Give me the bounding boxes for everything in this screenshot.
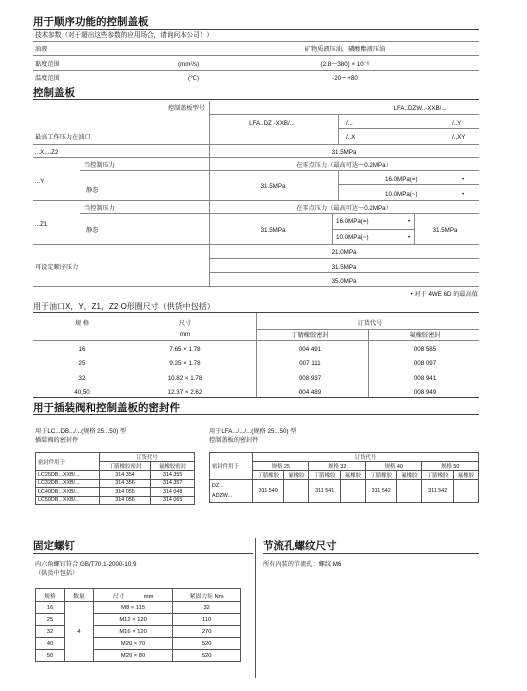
section-title-screws: 固定螺钉: [33, 540, 75, 552]
settable-21: 21.0MPa: [331, 249, 357, 256]
param-fluid-label: 油液: [35, 46, 48, 53]
right-code-empty: [340, 480, 365, 503]
divider: [33, 55, 479, 56]
left-caption-2: 插装阀的密封件: [35, 437, 79, 444]
left-h-fkm: 氟橡胶密封: [151, 462, 195, 471]
model-sub-b: /..Y: [452, 120, 462, 127]
oring-size: 40,50: [74, 389, 90, 396]
right-h-for: 密封件用于: [210, 453, 253, 480]
left-nbr: 314 055: [99, 488, 150, 497]
table-vline: [368, 329, 369, 397]
oring-fkm: 008 941: [413, 375, 437, 382]
oring-h-dim: 尺寸: [178, 320, 192, 327]
right-h-size: 规格 50: [422, 462, 479, 471]
oring-dim: 9.25 × 1.78: [169, 360, 201, 367]
z1-value-10: 10.0MPa(~): [336, 234, 369, 241]
screw-desc-2: （供货中包括）: [35, 570, 79, 577]
left-fkm: 314 048: [151, 488, 195, 497]
screw-size: 16: [36, 602, 65, 614]
right-h-fkm: 氟橡胶: [397, 471, 422, 480]
screw-dim: M20 × 80: [93, 650, 172, 662]
oring-nbr: 007 111: [299, 360, 321, 367]
section-rule: [33, 99, 479, 100]
port-y: ...Y: [35, 178, 45, 185]
table-line: [33, 397, 479, 398]
table-line: [33, 244, 479, 245]
oring-h-size: 规 格: [74, 320, 90, 327]
table-line: [338, 128, 479, 129]
oring-h-fkm: 氟橡胶密封: [409, 332, 441, 339]
left-nbr: 314 356: [99, 479, 150, 488]
y-value-16: 16.0MPa(=): [385, 176, 418, 183]
screw-dim: M12 × 120: [93, 614, 172, 626]
right-h-fkm: 氟橡胶: [453, 471, 478, 480]
right-types: [210, 480, 253, 503]
screw-dim: M8 × 115: [93, 602, 172, 614]
z1-star-1: •: [408, 218, 411, 225]
right-h-nbr: 丁腈橡胶: [365, 471, 396, 480]
screw-torque: 110: [173, 614, 241, 626]
left-nbr: 314 354: [99, 471, 150, 480]
model-col-2: LFA..DZW..-XXB/...: [393, 105, 447, 112]
left-type: LC32DB...XXB/...: [36, 479, 100, 488]
screw-dim: M16 × 120: [93, 626, 172, 638]
y-static-value: 31.5MPa: [260, 183, 286, 190]
oring-dim: 10.82 × 1.78: [167, 375, 203, 382]
oring-size: 25: [78, 360, 86, 367]
oring-fkm: 008 585: [413, 346, 437, 353]
param-temp-label: 温度范围: [35, 75, 60, 82]
oring-fkm: 008 949: [413, 389, 437, 396]
section-title-seals: 用于插装阀和控制盖板的密封件: [33, 402, 180, 414]
screw-dim: M20 × 70: [93, 638, 172, 650]
left-nbr: 314 056: [99, 496, 150, 505]
left-caption-1: 用于LC...DB.../...(规格 25...50) 型: [35, 428, 127, 435]
left-fkm: 314 357: [151, 479, 195, 488]
cartridge-seal-table: [35, 452, 195, 505]
table-vline: [338, 170, 339, 200]
section-title-oring: 用于油口X，Y，Z1，Z2 O形圈尺寸（供货中包括）: [33, 302, 215, 311]
table-line: [338, 184, 479, 185]
right-h-fkm: 氟橡胶: [284, 471, 309, 480]
table-line: [209, 258, 479, 259]
table-vline: [338, 114, 339, 144]
z1-ctrl-label: 当控制压力: [84, 205, 115, 212]
oring-nbr: 004 489: [298, 389, 322, 396]
table-line: [33, 144, 479, 145]
z1-value-16: 16.0MPa(=): [336, 218, 369, 225]
y-static-label: 静态: [86, 187, 99, 194]
oring-size: 32: [78, 375, 86, 382]
table-line: [332, 229, 414, 230]
right-code: 311 541: [309, 480, 340, 503]
screw-size: 50: [36, 650, 65, 662]
screw-table: [35, 588, 241, 662]
z1-right-value: 31.5MPa: [432, 227, 458, 234]
oring-h-mm: mm: [179, 331, 191, 338]
table-line: [33, 157, 479, 158]
screw-torque: 32: [173, 602, 241, 614]
section-title-orifice: 节流孔螺纹尺寸: [263, 540, 337, 552]
left-fkm: 314 355: [151, 471, 195, 480]
z1-zero-point: 在零点压力（最高可达～0.2MPa）: [296, 205, 392, 212]
param-viscosity-value: (2.8～380) × 10⁻⁶: [320, 61, 370, 68]
oring-h-order: 订货代号: [357, 320, 383, 327]
left-h-order: 订货代号: [99, 453, 194, 462]
settable-35: 35.0MPa: [331, 278, 357, 285]
screw-desc-1: 内六角螺钉符合 GB/T70.1-2000-10.9: [35, 561, 137, 568]
settable-pressure-label: 可设定顺序压力: [35, 264, 79, 271]
settable-315: 31.5MPa: [331, 264, 357, 271]
param-viscosity-label: 黏度范围: [35, 61, 60, 68]
screw-size: 32: [36, 626, 65, 638]
screw-torque: 270: [173, 626, 241, 638]
oring-dim: 12.37 × 2.62: [167, 389, 203, 396]
param-viscosity-unit: (mm²/s): [178, 61, 200, 68]
table-vline: [256, 313, 257, 397]
table-line: [209, 114, 479, 115]
right-h-nbr: 丁腈橡胶: [309, 471, 340, 480]
screw-size: 25: [36, 614, 65, 626]
right-code: 311 542: [422, 480, 453, 503]
table-line: [80, 213, 479, 214]
oring-fkm: 008 097: [413, 360, 437, 367]
column-divider: [255, 538, 256, 678]
screw-h-mm: mm: [143, 593, 154, 600]
screw-torque: 520: [173, 650, 241, 662]
screw-h-dim-label: 尺寸: [112, 593, 125, 600]
model-sub-c: /..X: [346, 134, 356, 141]
table-line: [209, 272, 479, 273]
model-sub-a: /...: [346, 120, 353, 127]
z1-star-2: •: [408, 234, 411, 241]
orifice-desc: 所有内装的节流孔：螺纹 M6: [263, 561, 342, 568]
oring-h-nbr: 丁腈橡胶密封: [291, 332, 329, 339]
divider: [33, 70, 479, 71]
y-zero-point: 在零点压力（最高可达～0.2MPa）: [296, 162, 392, 169]
section-rule: [33, 553, 253, 554]
y-star-2: •: [462, 191, 465, 198]
screw-h-dim: [93, 589, 172, 602]
right-code: 311 540: [253, 480, 284, 503]
oring-nbr: 004 491: [298, 346, 322, 353]
left-h-nbr: 丁腈橡胶密封: [99, 462, 150, 471]
header-max-pressure: 最高工作压力在油口: [35, 134, 91, 141]
port-x-z2-value: 31.5MPa: [331, 149, 357, 156]
left-type: LC40DB...XXB/...: [36, 488, 100, 497]
right-h-size: 规格 32: [309, 462, 365, 471]
screw-size: 40: [36, 638, 65, 650]
right-h-order: 订货代号: [253, 453, 479, 462]
footnote-4we6d: • 对于 4WE 6D 的最高值: [410, 291, 478, 298]
oring-nbr: 008 937: [298, 375, 322, 382]
right-code-empty: [284, 480, 309, 503]
type-adzw: ADZW...: [212, 493, 233, 499]
param-fluid-value: 矿物质液压油，磷酸酯液压油: [304, 46, 386, 53]
table-line: [33, 286, 479, 287]
y-ctrl-label: 当控制压力: [84, 162, 115, 169]
param-temp-unit: (℃): [188, 75, 200, 82]
section-title-control-cover: 控制盖板: [33, 87, 75, 99]
section-rule: [33, 414, 479, 415]
screw-h-qty: 数量: [64, 589, 93, 602]
section-rule: [263, 553, 479, 554]
right-h-fkm: 氟橡胶: [340, 471, 365, 480]
table-line: [80, 170, 479, 171]
right-caption-1: 用于LFA.../.../...(规格 25...50) 型: [209, 428, 297, 435]
right-h-size: 规格 40: [365, 462, 421, 471]
model-sub-d: /..XY: [452, 134, 466, 141]
left-fkm: 314 065: [151, 496, 195, 505]
table-vline: [414, 213, 415, 244]
left-type: LC50DB...XXB/...: [36, 496, 100, 505]
table-line: [33, 200, 479, 201]
left-type: LC25DB...XXB/...: [36, 471, 100, 480]
z1-static-label: 静态: [86, 227, 99, 234]
tech-params-subtitle: 技术参数（对于超出这些参数的应用场合，请询问本公司！）: [35, 32, 214, 39]
section-rule: [33, 29, 479, 30]
right-code-empty: [397, 480, 422, 503]
port-z1: ...Z1: [35, 221, 48, 228]
section-title-sequence-function: 用于顺序功能的控制盖板: [33, 16, 149, 28]
right-code-empty: [453, 480, 478, 503]
header-model: 控制盖板型号: [167, 105, 205, 112]
screw-h-torque: 紧固力矩 Nm: [173, 589, 241, 602]
right-caption-2: 控制盖板的密封件: [209, 437, 259, 444]
right-h-nbr: 丁腈橡胶: [253, 471, 284, 480]
y-value-10: 10.0MPa(~): [385, 191, 418, 198]
type-dz: DZ...: [212, 483, 224, 489]
z1-static-value: 31.5MPa: [260, 227, 286, 234]
oring-dim: 7.65 × 1.78: [169, 346, 201, 353]
left-h-for: 密封件用于: [36, 453, 100, 471]
port-x-z2: ...X,...Z2: [35, 149, 59, 156]
y-star-1: •: [462, 176, 465, 183]
right-h-size: 规格 25: [253, 462, 309, 471]
oring-size: 16: [78, 346, 86, 353]
cover-seal-table: [209, 452, 479, 503]
screw-torque: 520: [173, 638, 241, 650]
right-h-nbr: 丁腈橡胶: [422, 471, 453, 480]
param-temp-value: -20～+80: [332, 75, 358, 82]
right-code: 311 542: [365, 480, 396, 503]
screw-h-size: 规格: [36, 589, 65, 602]
screw-qty: 4: [64, 602, 93, 662]
model-col-1: LFA..DZ -XXB/...: [249, 120, 295, 127]
divider: [33, 41, 479, 42]
